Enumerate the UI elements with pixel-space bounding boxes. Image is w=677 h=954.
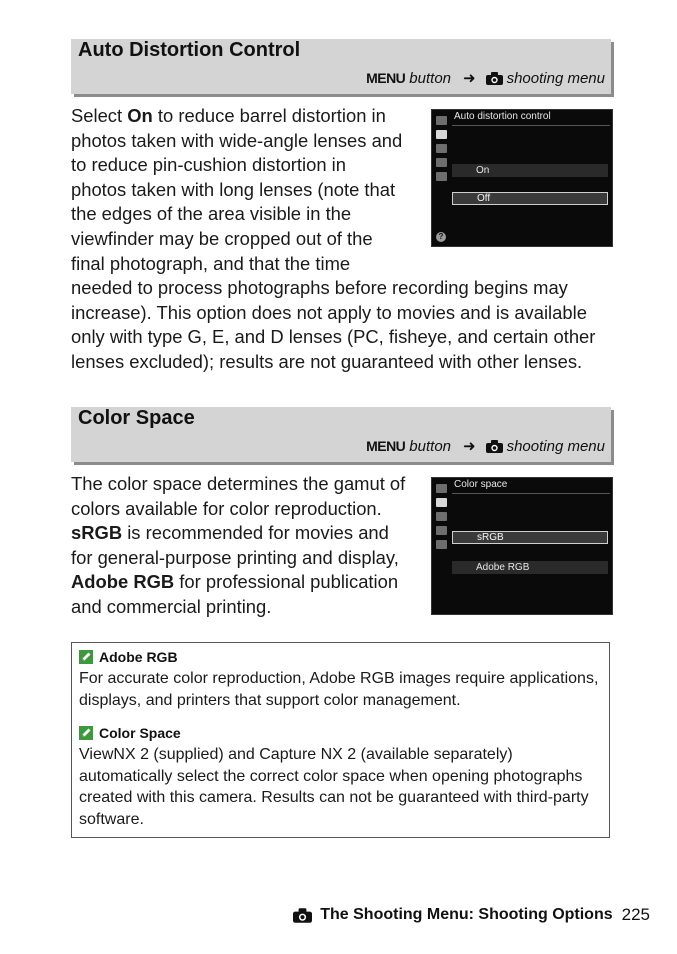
notes-box [71,642,610,838]
camera-icon [293,908,312,923]
menu-name: shooting menu [506,437,605,455]
note-title: Color Space [99,725,181,741]
shooting-tab-icon [436,498,447,507]
text-run: for professional publication [174,571,399,593]
body-line: photos taken with wide-angle lenses and [71,129,403,151]
retouch-tab-icon [436,540,447,549]
custom-settings-tab-icon [436,144,447,153]
note-body-adobe-rgb: For accurate color reproduction, Adobe RGB images require applications, displays, and printers that support color management. [79,670,599,709]
adobe-rgb-bold: Adobe RGB [71,571,175,593]
screen-option-adobe-rgb: Adobe RGB [452,561,608,574]
text-run: to reduce barrel distortion in [152,105,386,126]
body-line: final photograph, and that the time [71,252,351,274]
screen-option-off: Off [452,192,608,205]
footer-chapter-title: The Shooting Menu: Shooting Options [320,906,613,923]
note-heading-color-space [79,725,181,741]
note-heading-adobe-rgb [79,649,178,665]
body-line: photos taken with long lenses (note that [71,178,396,200]
screen-title: Auto distortion control [454,111,551,122]
section-title: Color Space [78,407,195,429]
body-line: increase). This option does not apply to movies and is available [71,301,587,323]
help-icon: ? [436,232,446,242]
body-line [71,521,421,546]
screen-divider [452,125,610,126]
screen-option-srgb: sRGB [452,531,608,544]
page-number: 225 [621,905,650,924]
pencil-icon [79,726,93,740]
setup-tab-icon [436,158,447,167]
menu-name: shooting menu [506,69,605,87]
menu-tab-column [434,484,448,549]
menu-path [366,69,605,87]
arrow-icon: ➜ [463,438,476,455]
arrow-icon: ➜ [463,70,476,87]
playback-tab-icon [436,116,447,125]
body-line: and commercial printing. [71,595,272,617]
shooting-tab-icon [436,130,447,139]
body-line [71,570,421,595]
body-line: needed to process photographs before recording begins may [71,277,568,299]
camera-screen-auto-distortion [431,109,613,247]
body-line: lenses excluded); results are not guaranteed with other lenses. [71,350,583,372]
menu-button-label: MENU [366,438,406,454]
body-line: to reduce pin-cushion distortion in [71,154,346,176]
text-run: is recommended for movies and [122,522,389,544]
menu-tab-column [434,116,448,181]
camera-icon [486,440,503,453]
section-header-color-space [71,407,611,462]
retouch-tab-icon [436,172,447,181]
body-line: The color space determines the gamut of [71,473,406,494]
menu-path [366,437,605,455]
camera-screen-color-space [431,477,613,615]
section-header-auto-distortion [71,39,611,94]
body-line: only with type G, E, and D lenses (PC, fisheye, and certain other [71,326,596,348]
custom-settings-tab-icon [436,512,447,521]
section-title: Auto Distortion Control [78,39,301,61]
note-title: Adobe RGB [99,649,178,665]
button-text: button [409,437,452,455]
text-run: Select [71,105,128,126]
playback-tab-icon [436,484,447,493]
page-footer [293,905,650,925]
body-line: for general-purpose printing and display, [71,546,399,568]
srgb-bold: sRGB [71,522,123,544]
note-body-color-space: ViewNX 2 (supplied) and Capture NX 2 (available separately) automatically select the correct color space when opening photographs created with this camera. Results can not be guaranteed with third-party software. [79,746,589,828]
screen-divider [452,493,610,494]
pencil-icon [79,650,93,664]
camera-icon [486,72,503,85]
screen-title: Color space [454,479,508,490]
button-text: button [409,69,452,87]
body-line: colors available for color reproduction. [71,497,382,519]
setup-tab-icon [436,526,447,535]
body-line: the edges of the area visible in the [71,203,352,225]
body-line: viewfinder may be cropped out of the [71,227,373,249]
menu-button-label: MENU [366,70,406,86]
color-space-body [71,472,421,620]
option-on-bold: On [127,105,153,126]
screen-option-on: On [452,164,608,177]
